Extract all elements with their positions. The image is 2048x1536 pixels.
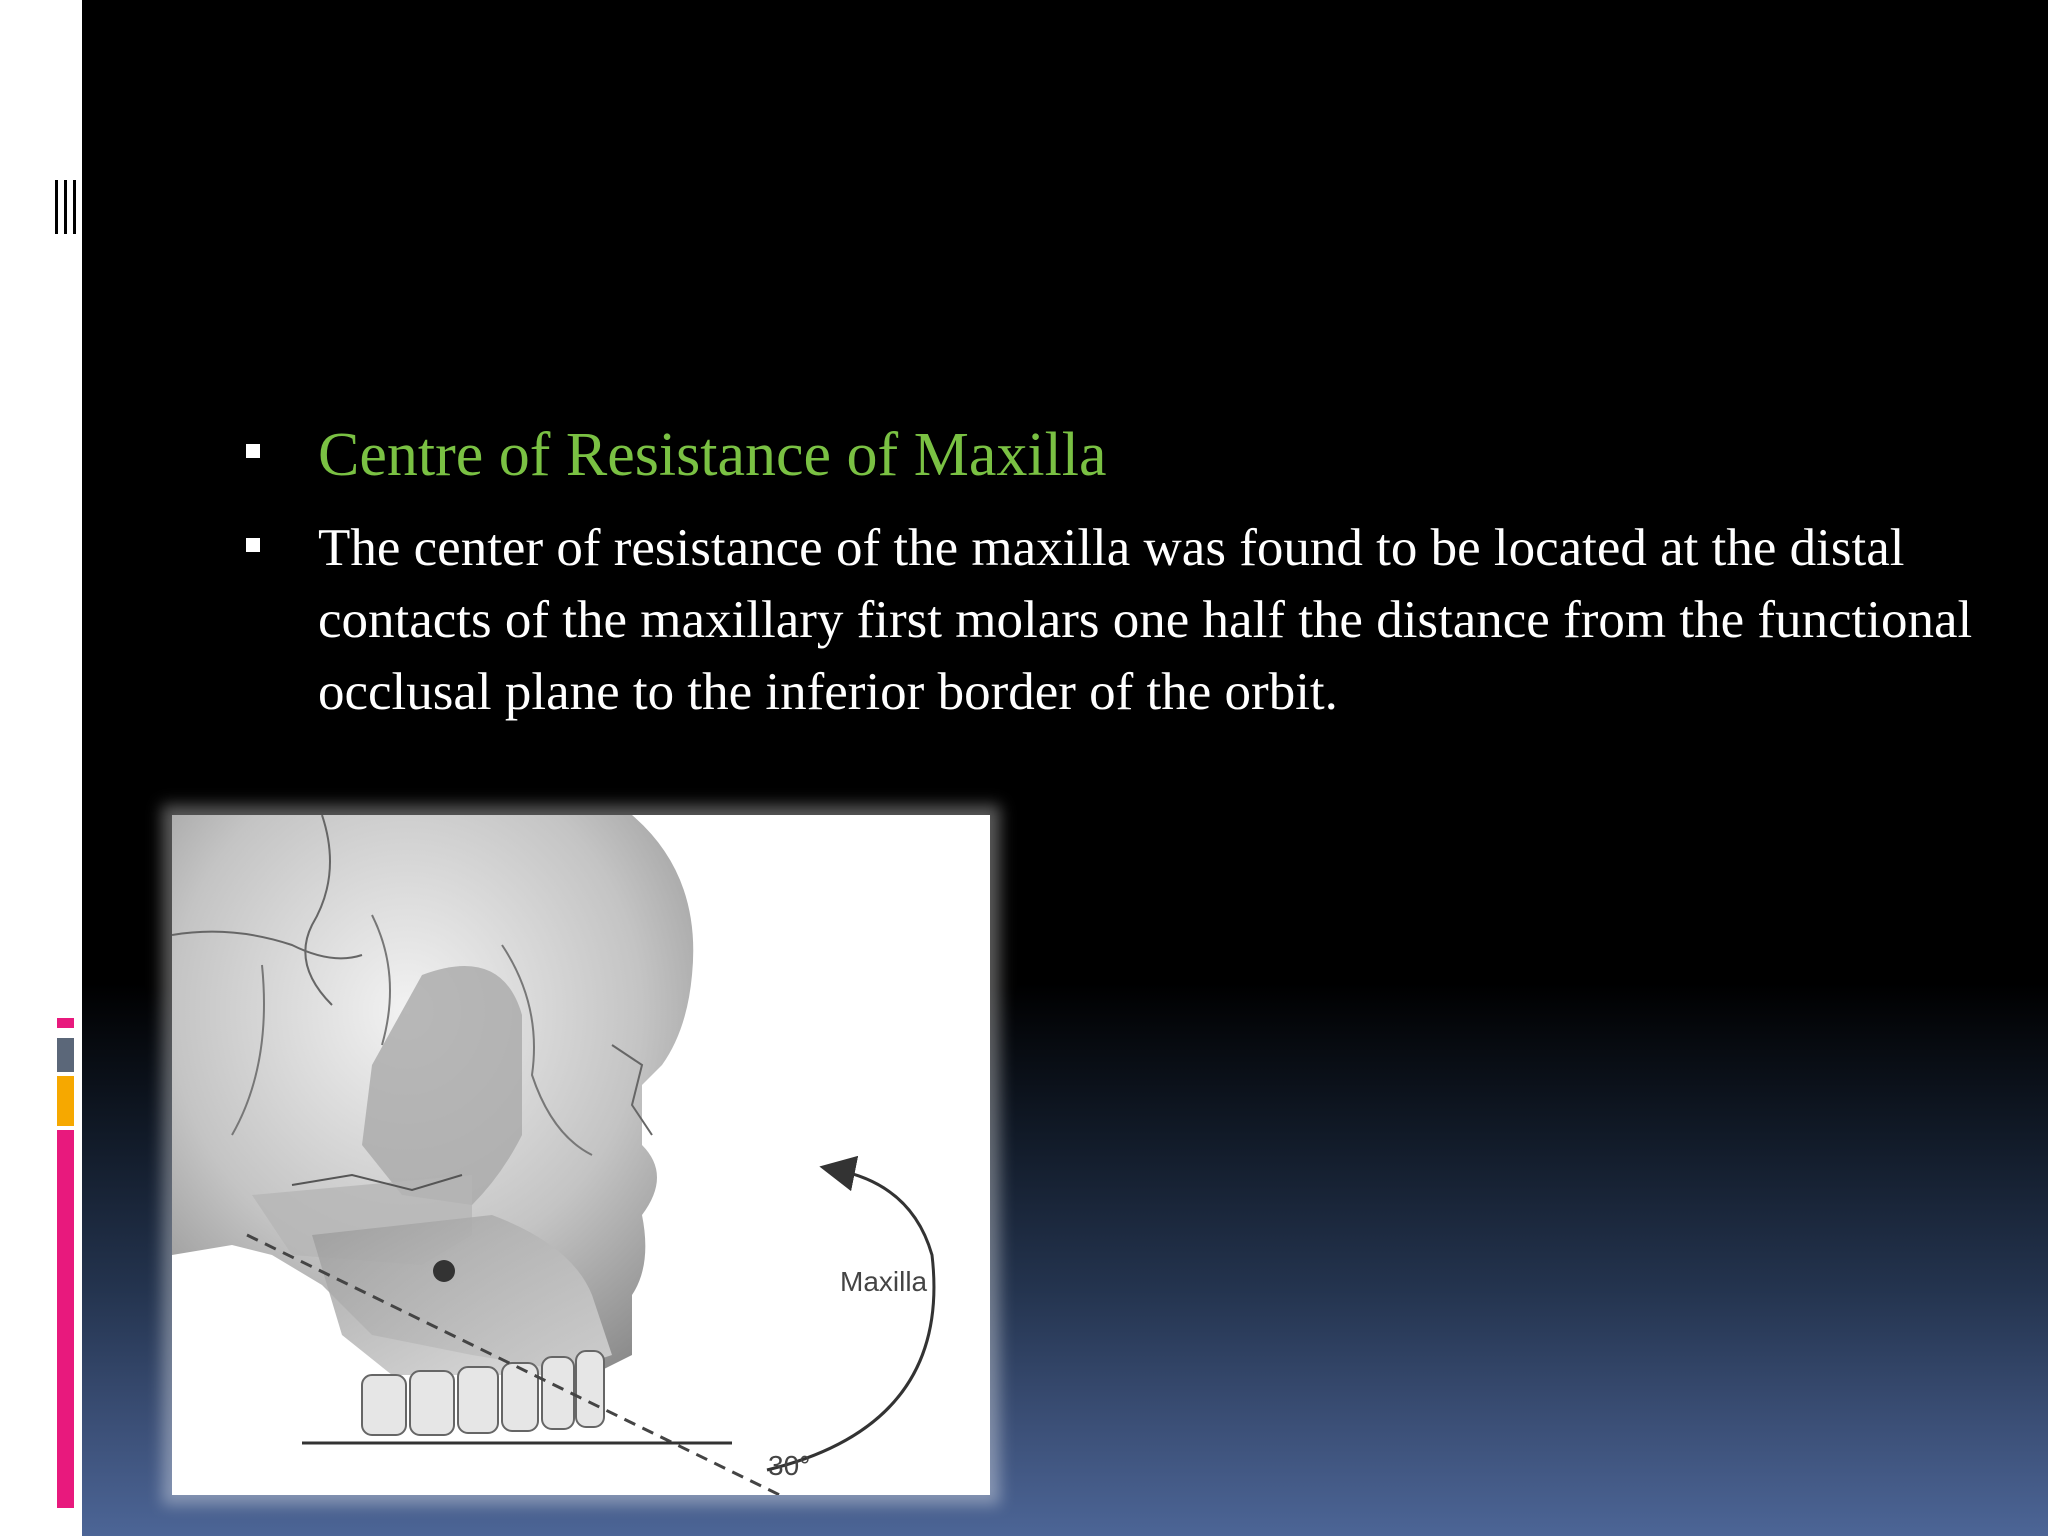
decorative-vertical-bars bbox=[49, 180, 82, 234]
slide-body-text: The center of resistance of the maxilla was found to be located at the distal contacts of the maxillary first molars one half the distance from the functional occlusal plane to the inferior border of the orbit. bbox=[318, 519, 1973, 721]
accent-bar-pink-top bbox=[57, 1018, 74, 1028]
accent-bar-gray bbox=[57, 1038, 74, 1072]
skull-maxilla-figure bbox=[172, 815, 990, 1495]
centre-of-resistance-dot bbox=[433, 1260, 455, 1282]
accent-bar-orange bbox=[57, 1076, 74, 1126]
figure-label-angle: 30° bbox=[768, 1450, 811, 1481]
skull-illustration bbox=[172, 815, 990, 1495]
slide-heading: Centre of Resistance of Maxilla bbox=[318, 421, 1107, 489]
square-bullet-icon bbox=[246, 538, 260, 552]
rotation-arrow bbox=[767, 1170, 934, 1470]
accent-bar-pink bbox=[57, 1130, 74, 1508]
figure-label-maxilla: Maxilla bbox=[840, 1266, 928, 1297]
square-bullet-icon bbox=[246, 444, 260, 458]
bullet-body-row bbox=[246, 512, 1978, 728]
bullet-heading-row bbox=[246, 420, 1978, 490]
